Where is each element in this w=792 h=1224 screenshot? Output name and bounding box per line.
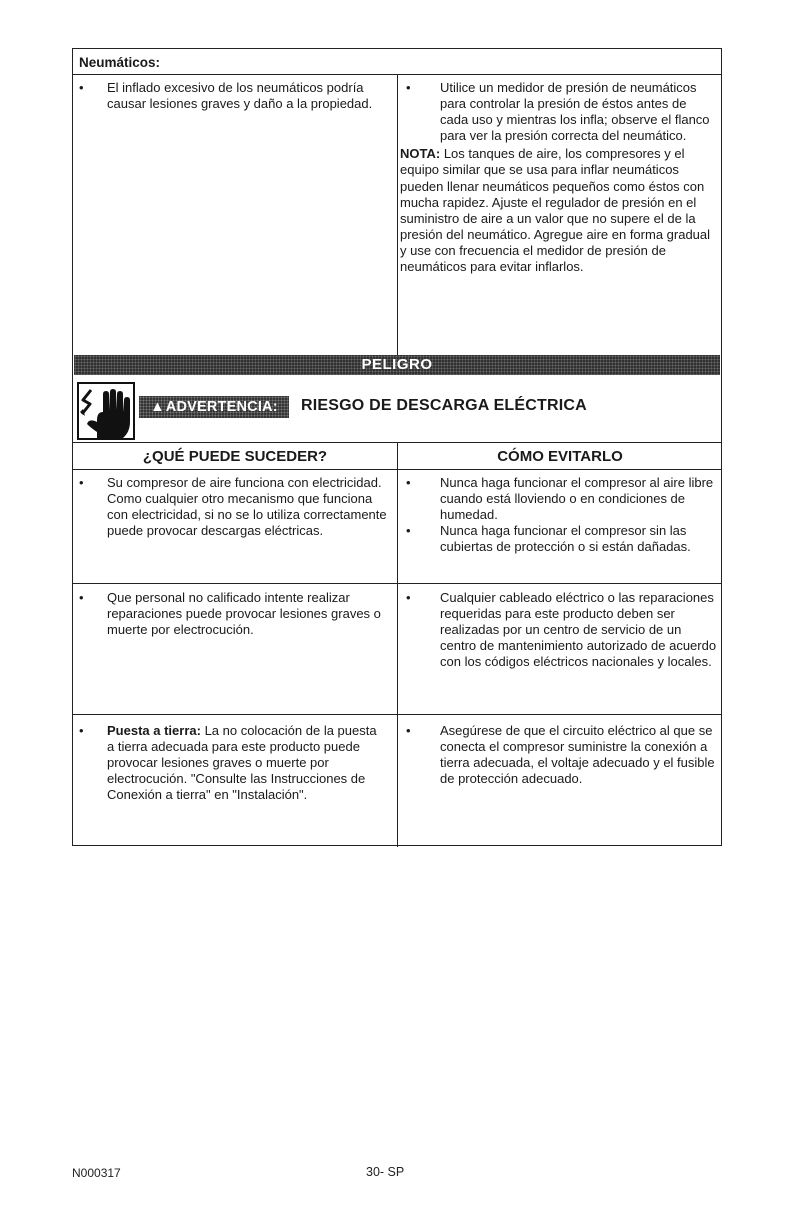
list-item: • Su compresor de aire funciona con electricidad. Como cualquier otro mecanismo que funciona con electricidad, si no se lo utiliza correctamente puede provocar descargas eléctricas. <box>73 475 389 539</box>
list-item: • Nunca haga funcionar el compresor sin las cubiertas de protección o si están dañadas. <box>400 523 718 555</box>
list-item: • Que personal no calificado intente realizar reparaciones puede provocar lesiones graves o muerte por electrocución. <box>73 590 383 638</box>
tires-right-cell <box>400 80 720 275</box>
tires-heading: Neumáticos: <box>73 49 721 75</box>
tires-note <box>400 146 720 275</box>
warning-badge <box>139 396 289 418</box>
warning-triangle-icon: ▲ <box>150 399 165 415</box>
table-row-2-right <box>400 590 720 670</box>
electric-shock-hazard-icon <box>77 382 135 440</box>
tires-left-bullet: • El inflado excesivo de los neumáticos podría causar lesiones graves y daño a la propiedad. <box>73 80 395 112</box>
table-column-divider <box>397 442 398 847</box>
col-header-how-to-avoid: CÓMO EVITARLO <box>497 448 623 465</box>
safety-table-frame <box>72 48 722 846</box>
tires-note-text: Los tanques de aire, los compresores y el equipo similar que se usa para inflar neumáticos pueden llenar neumáticos pequeños como éstos con mucha rapidez. Ajuste el regulador de presión en el suministro de aire a un valor que no supere el de la presión del neumático. Agregue aire en forma gradual y use con frecuencia el medidor de presión de neumáticos para evitar inflarlos. <box>400 146 711 275</box>
table-row-2-left <box>73 590 383 638</box>
list-item: • Cualquier cableado eléctrico o las reparaciones requeridas para este producto deben ser realizadas por un centro de servicio de un centro de mantenimiento autorizado de acuerdo con los códigos eléctricos nacionales y locales. <box>400 590 720 670</box>
table-row-1-left <box>73 475 389 539</box>
grounding-text: La no colocación de la puesta a tierra adecuada para este producto puede provocar lesiones graves o muerte por electrocución. "Consulte las Instrucciones de Conexión a tierra" en "Instalación". <box>107 723 377 803</box>
tires-right-bullet: • Utilice un medidor de presión de neumáticos para controlar la presión de éstos antes de cada uso y mientras los infla; observe el flanco para ver la presión correcta del neumático. <box>400 80 720 144</box>
warning-badge-label: ADVERTENCIA: <box>165 399 278 415</box>
tires-column-divider <box>397 75 398 355</box>
col-header-what-happens: ¿QUÉ PUEDE SUCEDER? <box>142 448 328 465</box>
document-code: N000317 <box>72 1166 121 1180</box>
list-item: • Asegúrese de que el circuito eléctrico al que se conecta el compresor suministre la conexión a tierra adecuada, el voltaje adecuado y el fusible de protección adecuado. <box>400 723 716 787</box>
table-row-1-right <box>400 475 718 555</box>
list-item <box>73 723 385 803</box>
page-number: 30- SP <box>366 1165 405 1179</box>
danger-banner: PELIGRO <box>74 355 720 375</box>
table-row-3-left <box>73 723 385 803</box>
grounding-label: Puesta a tierra: <box>107 723 201 738</box>
hazard-title: RIESGO DE DESCARGA ELÉCTRICA <box>301 397 587 414</box>
list-item: • Nunca haga funcionar el compresor al aire libre cuando está lloviendo o en condiciones de humedad. <box>400 475 718 523</box>
table-row-3-right <box>400 723 716 787</box>
warning-row <box>73 376 721 442</box>
tires-left-cell <box>73 80 395 112</box>
tires-note-label: NOTA: <box>400 146 441 162</box>
